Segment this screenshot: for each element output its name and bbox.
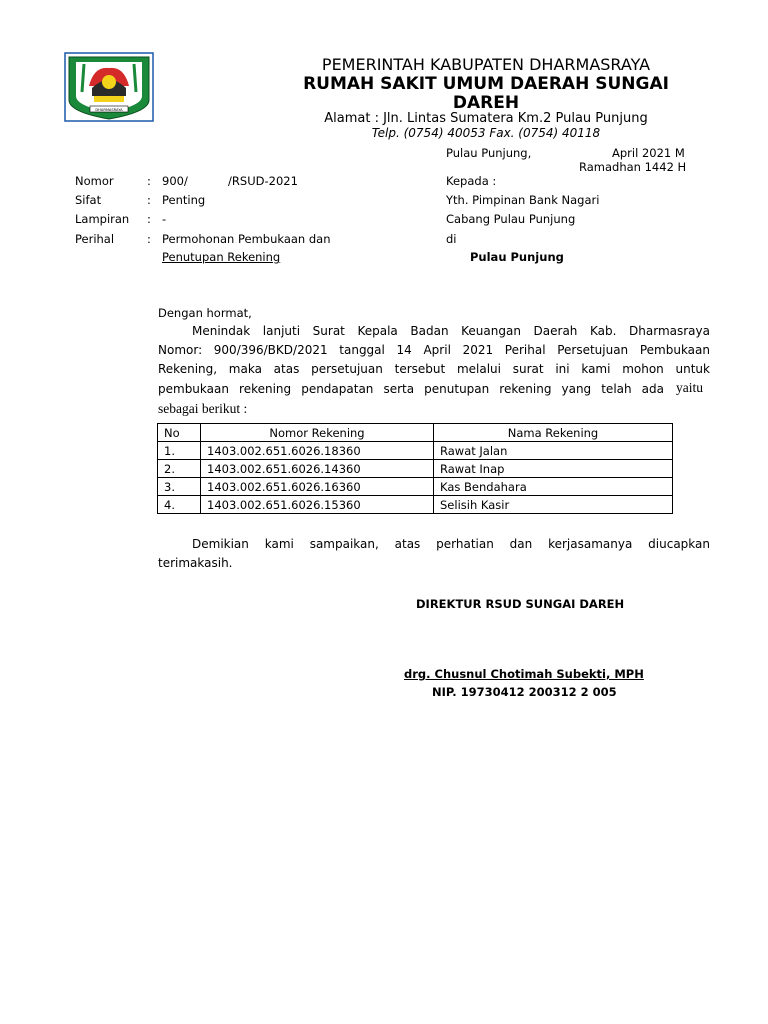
greeting: Dengan hormat, bbox=[158, 306, 252, 320]
nomor-value: 900/ /RSUD-2021 bbox=[162, 174, 298, 188]
hospital-name-cont: DAREH bbox=[452, 93, 520, 113]
recipient-line1: Yth. Pimpinan Bank Nagari bbox=[446, 193, 600, 207]
nomor-label: Nomor bbox=[75, 174, 114, 188]
hospital-name: RUMAH SAKIT UMUM DAERAH SUNGAI bbox=[303, 74, 669, 94]
sifat-label: Sifat bbox=[75, 193, 102, 207]
table-header-row bbox=[158, 424, 673, 442]
dharmasraya-logo bbox=[64, 52, 154, 122]
logo-text: DHARMASRAYA bbox=[95, 107, 123, 112]
body-line4: pembukaan rekening pendapatan serta penutupan rekening yang telah ada bbox=[158, 382, 664, 396]
table-cell-nama: Rawat Inap bbox=[434, 460, 673, 478]
lampiran-colon: : bbox=[147, 212, 151, 226]
table-cell-nama: Selisih Kasir bbox=[434, 496, 673, 514]
table-cell-no: 4. bbox=[158, 496, 201, 514]
lampiran-label: Lampiran bbox=[75, 212, 130, 226]
table-cell-no: 3. bbox=[158, 478, 201, 496]
closing-line1: Demikian kami sampaikan, atas perhatian dan kerjasamanya diucapkan bbox=[192, 537, 710, 551]
table-header-no: No bbox=[158, 424, 201, 442]
table-cell-nama: Rawat Jalan bbox=[434, 442, 673, 460]
address: Alamat : Jln. Lintas Sumatera Km.2 Pulau Punjung bbox=[324, 111, 648, 126]
body-line5: sebagai berikut : bbox=[158, 401, 248, 416]
perihal-value-2: Penutupan Rekening bbox=[162, 250, 281, 264]
perihal-colon: : bbox=[147, 232, 151, 246]
table-cell-no: 1. bbox=[158, 442, 201, 460]
signature-title: DIREKTUR RSUD SUNGAI DAREH bbox=[416, 597, 625, 611]
table-cell-nomor: 1403.002.651.6026.16360 bbox=[201, 478, 434, 496]
table-row bbox=[158, 460, 673, 478]
table-header-nama: Nama Rekening bbox=[434, 424, 673, 442]
date-hijri: Ramadhan 1442 H bbox=[579, 160, 687, 174]
sifat-value: Penting bbox=[162, 193, 206, 207]
table-cell-nomor: 1403.002.651.6026.18360 bbox=[201, 442, 434, 460]
nomor-colon: : bbox=[147, 174, 151, 188]
closing-line2: terimakasih. bbox=[158, 556, 233, 570]
account-table bbox=[157, 423, 673, 514]
sifat-colon: : bbox=[147, 193, 151, 207]
recipient-line2: Cabang Pulau Punjung bbox=[446, 212, 576, 226]
perihal-label: Perihal bbox=[75, 232, 115, 246]
body-line2: Nomor: 900/396/BKD/2021 tanggal 14 April 2021 Perihal Persetujuan Pembukaan bbox=[158, 343, 710, 357]
table-row bbox=[158, 442, 673, 460]
table-header-nomor: Nomor Rekening bbox=[201, 424, 434, 442]
signature-name: drg. Chusnul Chotimah Subekti, MPH bbox=[404, 667, 644, 681]
signature-nip: NIP. 19730412 200312 2 005 bbox=[432, 685, 617, 699]
table-row bbox=[158, 478, 673, 496]
table-cell-nama: Kas Bendahara bbox=[434, 478, 673, 496]
table-cell-nomor: 1403.002.651.6026.15360 bbox=[201, 496, 434, 514]
recipient-di: di bbox=[446, 232, 457, 246]
table-row bbox=[158, 496, 673, 514]
contact: Telp. (0754) 40053 Fax. (0754) 40118 bbox=[371, 126, 601, 140]
body-line4-end: yaitu bbox=[676, 380, 703, 395]
body-line1: Menindak lanjuti Surat Kepala Badan Keuangan Daerah Kab. Dharmasraya bbox=[192, 324, 710, 338]
perihal-value-1: Permohonan Pembukaan dan bbox=[162, 232, 331, 246]
kepada: Kepada : bbox=[446, 174, 497, 188]
table-cell-no: 2. bbox=[158, 460, 201, 478]
date-masehi: April 2021 M bbox=[612, 146, 685, 160]
date-place: Pulau Punjung, bbox=[446, 146, 532, 160]
lampiran-value: - bbox=[162, 212, 167, 226]
recipient-place: Pulau Punjung bbox=[470, 250, 564, 264]
table-cell-nomor: 1403.002.651.6026.14360 bbox=[201, 460, 434, 478]
govt-name: PEMERINTAH KABUPATEN DHARMASRAYA bbox=[321, 55, 651, 74]
body-line3: Rekening, maka atas persetujuan tersebut melalui surat ini kami mohon untuk bbox=[158, 362, 710, 376]
